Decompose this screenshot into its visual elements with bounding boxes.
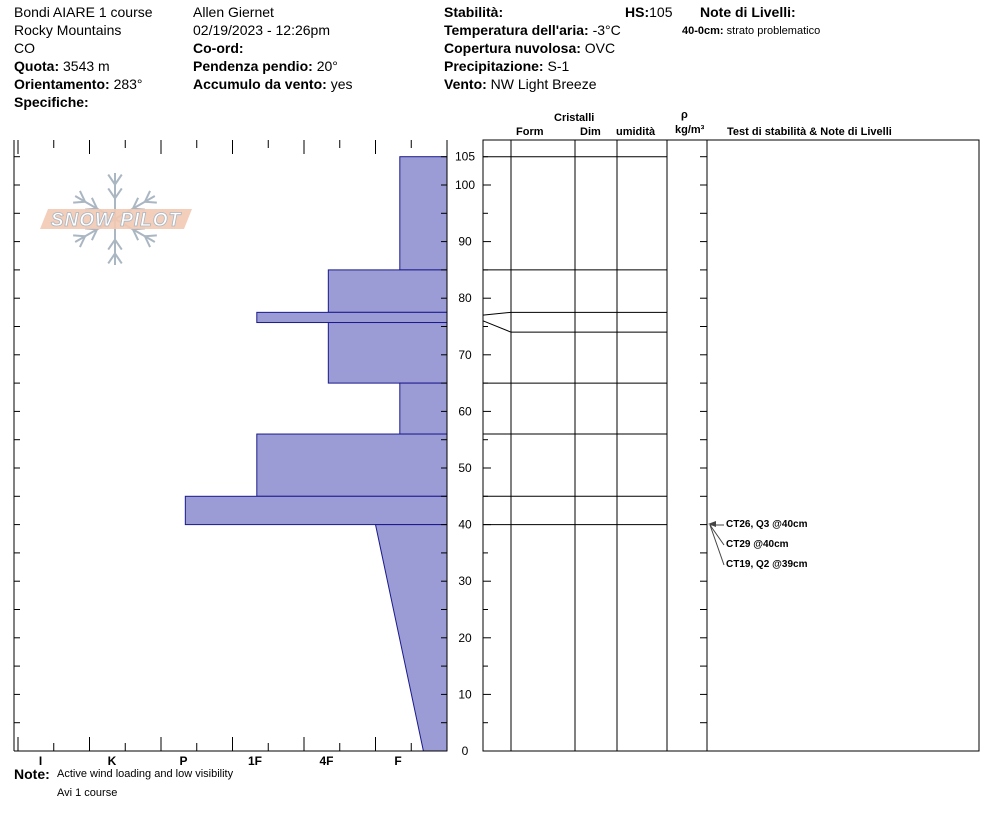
coordinates-label: Co-ord: <box>193 40 244 56</box>
snowflake-branch <box>73 202 85 203</box>
hardness-layer <box>376 525 448 751</box>
snowflake-branch <box>108 175 115 185</box>
stability-label: Stabilità: <box>444 4 504 20</box>
density-unit: kg/m³ <box>675 124 705 136</box>
snowflake-branch <box>115 188 122 198</box>
hardness-layer <box>328 323 447 384</box>
elevation-value: 3543 m <box>63 58 110 74</box>
height-tick-label: 60 <box>458 404 472 419</box>
layer-note-depth: 40-0cm: <box>682 25 724 37</box>
notes-line-1: Active wind loading and low visibility <box>57 768 234 780</box>
observer: Allen Giernet <box>193 4 274 20</box>
stability-test-arrow <box>710 525 724 565</box>
height-tick-label: 20 <box>458 630 472 645</box>
precipitation-label: Precipitazione: <box>444 58 544 74</box>
precipitation-value: S-1 <box>547 58 570 74</box>
snowflake-branch <box>108 254 115 264</box>
elevation-label: Quota: <box>14 58 60 74</box>
height-tick-label: 105 <box>454 149 476 164</box>
snowflake-branch <box>115 240 122 250</box>
snow-height-value: 105 <box>649 4 673 20</box>
hardness-layer <box>400 157 447 270</box>
hardness-tick-label: I <box>38 754 43 768</box>
hardness-layer <box>185 496 447 524</box>
layer-connector <box>483 312 511 315</box>
wind-loading-label: Accumulo da vento: <box>193 76 327 92</box>
layer-table <box>483 140 979 751</box>
stability-test-arrowhead <box>708 521 716 527</box>
height-tick-label: 50 <box>458 461 472 475</box>
course-name: Bondi AIARE 1 course <box>14 4 153 20</box>
stability-test-arrow <box>710 525 724 545</box>
height-tick-label: 0 <box>461 744 469 758</box>
stability-test: CT29 @40cm <box>726 539 789 550</box>
notes-label: Note: <box>14 766 50 782</box>
hardness-layer <box>257 312 447 322</box>
hardness-tick-label: F <box>394 754 402 768</box>
hardness-tick-label: 1F <box>247 754 263 768</box>
snow-height-label: HS: <box>625 4 650 20</box>
crystals-header: Cristalli <box>554 112 595 124</box>
stability-test: CT26, Q3 @40cm <box>726 519 808 530</box>
wind-value: NW Light Breeze <box>490 76 597 92</box>
mountain-range: Rocky Mountains <box>14 22 122 38</box>
air-temp-label: Temperatura dell'aria: <box>444 22 589 38</box>
aspect-value: 283° <box>113 76 143 92</box>
snowflake-branch <box>145 235 157 236</box>
snowflake-branch <box>145 202 157 203</box>
air-temp-value: -3°C <box>592 22 621 38</box>
hardness-layer <box>257 434 447 496</box>
density-symbol: ρ <box>681 109 688 121</box>
wetness-header: umidità <box>616 126 656 138</box>
height-tick-label: 80 <box>458 291 472 306</box>
hardness-tick-label: K <box>107 754 117 768</box>
wind-loading-value: yes <box>330 76 353 92</box>
height-tick-label: 100 <box>454 178 476 192</box>
aspect-label: Orientamento: <box>14 76 110 92</box>
snowpilot-logo <box>40 173 192 265</box>
slope-value: 20° <box>316 58 338 74</box>
hardness-profile <box>185 157 447 751</box>
wind-label: Vento: <box>444 76 487 92</box>
height-tick-label: 40 <box>458 517 472 532</box>
snowflake-branch <box>115 175 122 185</box>
height-tick-label: 90 <box>458 234 472 249</box>
form-header: Form <box>516 126 544 138</box>
height-tick-label: 30 <box>458 574 472 589</box>
snowflake-branch <box>108 240 115 250</box>
observation-datetime: 02/19/2023 - 12:26pm <box>193 22 330 38</box>
stability-tests-header: Test di stabilità & Note di Livelli <box>727 126 892 138</box>
snowflake-branch <box>73 235 85 236</box>
stability-test: CT19, Q2 @39cm <box>726 559 808 570</box>
hardness-tick-label: 4F <box>319 754 334 768</box>
height-tick-label: 70 <box>458 347 472 362</box>
logo-text: SNOW PILOT <box>50 210 182 231</box>
snowflake-branch <box>108 188 115 198</box>
hardness-layer <box>400 383 447 434</box>
specifics-label: Specifiche: <box>14 94 89 110</box>
size-header: Dim <box>580 126 601 138</box>
state: CO <box>14 40 35 56</box>
slope-label: Pendenza pendio: <box>193 58 313 74</box>
height-tick-label: 10 <box>458 687 472 702</box>
notes-line-2: Avi 1 course <box>57 787 118 799</box>
snowflake-branch <box>115 254 122 264</box>
hardness-layer <box>328 270 447 312</box>
layer-notes-label: Note di Livelli: <box>700 4 796 20</box>
cloud-cover-label: Copertura nuvolosa: <box>444 40 581 56</box>
cloud-cover-value: OVC <box>584 40 616 56</box>
layer-note-text: strato problematico <box>726 25 821 37</box>
hardness-tick-label: P <box>179 754 188 768</box>
chart-frame <box>14 140 979 768</box>
